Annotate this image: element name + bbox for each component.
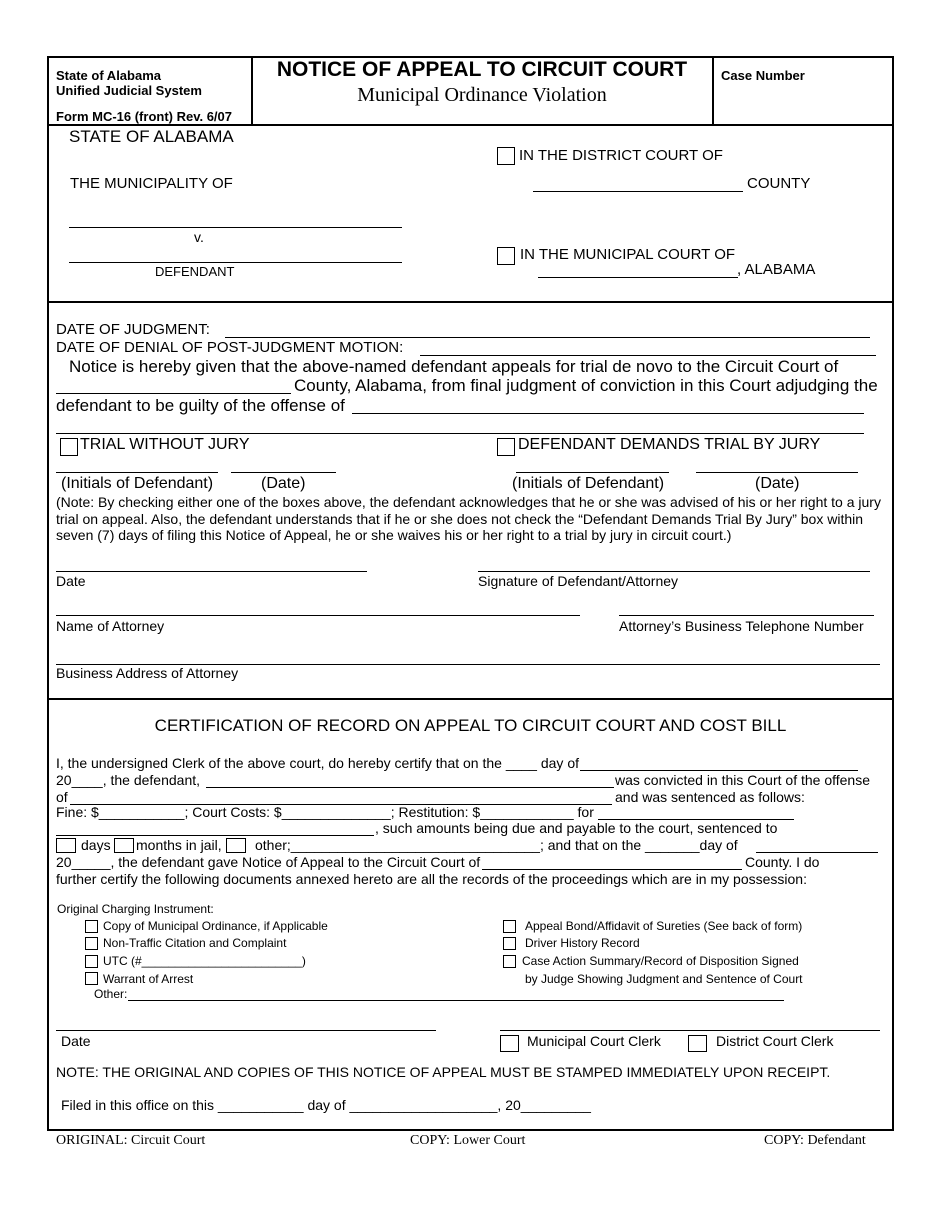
- county-line[interactable]: [533, 191, 743, 192]
- cert-line-5: , such amounts being due and payable to the court, sentenced to: [375, 820, 778, 836]
- date-label: Date: [56, 573, 86, 589]
- page-title: NOTICE OF APPEAL TO CIRCUIT COURT: [276, 58, 688, 81]
- date-line-left[interactable]: [231, 472, 336, 473]
- trial-without-jury-checkbox[interactable]: [60, 438, 78, 456]
- doc-checkbox[interactable]: [503, 920, 516, 933]
- denial-date-label: DATE OF DENIAL OF POST-JUDGMENT MOTION:: [56, 339, 404, 356]
- defendant-name-line[interactable]: [206, 787, 614, 788]
- clerk-date-label: Date: [61, 1033, 91, 1049]
- municipality-line[interactable]: [69, 227, 402, 228]
- section-rule: [47, 698, 894, 700]
- footer-copy-defendant: COPY: Defendant: [764, 1133, 866, 1148]
- days-label: days: [81, 837, 111, 853]
- initials-line-right[interactable]: [516, 472, 669, 473]
- doc-label: Driver History Record: [525, 936, 640, 950]
- form-number: Form MC-16 (front) Rev. 6/07: [56, 109, 233, 124]
- clerk-signature-line[interactable]: [500, 1030, 880, 1031]
- defendant-label: DEFENDANT: [155, 264, 235, 279]
- attorney-address-label: Business Address of Attorney: [56, 665, 239, 681]
- appeal-county-line[interactable]: [482, 869, 742, 870]
- attorney-name-line[interactable]: [56, 615, 580, 616]
- defendant-line[interactable]: [69, 262, 402, 263]
- municipality-label: THE MUNICIPALITY OF: [70, 175, 233, 192]
- doc-checkbox[interactable]: [503, 955, 516, 968]
- other-docs-line[interactable]: [128, 1000, 784, 1001]
- state-of-alabama: STATE OF ALABAMA: [69, 127, 234, 146]
- cert-line-1: I, the undersigned Clerk of the above court, do hereby certify that on the ____ day of: [56, 755, 579, 771]
- note-line-3: seven (7) days of filing this Notice of Appeal, he or she waives his or her right to a trial by jury in circuit court.): [56, 527, 732, 543]
- circuit-county-line[interactable]: [56, 393, 291, 394]
- trial-by-jury-checkbox[interactable]: [497, 438, 515, 456]
- certification-title: CERTIFICATION OF RECORD ON APPEAL TO CIRCUIT COURT AND COST BILL: [154, 716, 787, 735]
- months-checkbox[interactable]: [114, 838, 134, 853]
- section-rule: [47, 301, 894, 303]
- doc-label: Case Action Summary/Record of Disposition Signed: [522, 954, 799, 968]
- original-instrument-label: Original Charging Instrument:: [57, 902, 214, 916]
- filed-line: Filed in this office on this ___________ day of ___________________, 20_________: [61, 1097, 591, 1113]
- cert-line-3b: and was sentenced as follows:: [615, 789, 805, 805]
- trial-without-jury-label: TRIAL WITHOUT JURY: [80, 436, 250, 453]
- cert-line-4: Fine: $___________; Court Costs: $______________; Restitution: $____________ for: [56, 804, 594, 820]
- date-of-judgment-line[interactable]: [225, 337, 870, 338]
- date-of-judgment-label: DATE OF JUDGMENT:: [56, 321, 210, 338]
- cert-line-2b: was convicted in this Court of the offense: [615, 772, 870, 788]
- date-label-left: (Date): [261, 475, 306, 492]
- alabama-label: , ALABAMA: [737, 261, 816, 278]
- cert-line-7: 20_____, the defendant gave Notice of Appeal to the Circuit Court of: [56, 854, 481, 870]
- form-border: [47, 56, 894, 1131]
- district-court-checkbox[interactable]: [497, 147, 515, 165]
- cert-line-2: 20____, the defendant,: [56, 772, 201, 788]
- notice-text-2: County, Alabama, from final judgment of conviction in this Court adjudging the: [294, 376, 878, 395]
- offense-line[interactable]: [352, 413, 864, 414]
- doc-label: Appeal Bond/Affidavit of Sureties (See back of form): [525, 919, 803, 933]
- doc-label: Warrant of Arrest: [103, 972, 194, 986]
- versus-label: v.: [194, 229, 204, 245]
- offense-line-2[interactable]: [56, 433, 864, 434]
- footer-original: ORIGINAL: Circuit Court: [56, 1133, 206, 1148]
- attorney-phone-line[interactable]: [619, 615, 874, 616]
- cert-line-7b: County. I do: [745, 854, 820, 870]
- municipal-clerk-label: Municipal Court Clerk: [527, 1033, 661, 1049]
- municipal-court-checkbox[interactable]: [497, 247, 515, 265]
- signature-line[interactable]: [478, 571, 870, 572]
- other-label: other;________________________________; and that on the _______day of: [255, 837, 738, 853]
- initials-label-right: (Initials of Defendant): [512, 475, 665, 492]
- cert-month-line[interactable]: [580, 770, 858, 771]
- date-line-right[interactable]: [696, 472, 858, 473]
- cert-line-3: of: [56, 789, 68, 805]
- other-checkbox[interactable]: [226, 838, 246, 853]
- district-clerk-label: District Court Clerk: [716, 1033, 834, 1049]
- state-label: State of Alabama: [56, 68, 161, 83]
- doc-label: Copy of Municipal Ordinance, if Applicable: [103, 919, 328, 933]
- trial-by-jury-label: DEFENDANT DEMANDS TRIAL BY JURY: [518, 436, 821, 453]
- county-label: COUNTY: [747, 175, 811, 192]
- page-subtitle: Municipal Ordinance Violation: [357, 84, 607, 106]
- date-signature-line[interactable]: [56, 571, 367, 572]
- district-clerk-checkbox[interactable]: [688, 1035, 707, 1052]
- days-checkbox[interactable]: [56, 838, 76, 853]
- initials-label-left: (Initials of Defendant): [61, 475, 214, 492]
- cert-line-8: further certify the following documents annexed hereto are all the records of the proceedings which are in my possession:: [56, 871, 807, 887]
- initials-line-left[interactable]: [56, 472, 218, 473]
- doc-checkbox[interactable]: [85, 920, 98, 933]
- signature-label: Signature of Defendant/Attorney: [478, 573, 679, 589]
- case-number-label: Case Number: [721, 68, 805, 83]
- date-label-right: (Date): [755, 475, 800, 492]
- months-label: months in jail,: [136, 837, 222, 853]
- system-label: Unified Judicial System: [56, 83, 202, 98]
- doc-label: Non-Traffic Citation and Complaint: [103, 936, 287, 950]
- note-line-1: (Note: By checking either one of the boxes above, the defendant acknowledges that he or she was advised of his or her right to a jury: [56, 494, 881, 510]
- attorney-phone-label: Attorney’s Business Telephone Number: [619, 618, 864, 634]
- note-line-2: trial on appeal. Also, the defendant understands that if he or she does not check the “Defendant Demands Trial By Jury” box within: [56, 511, 864, 527]
- stamp-note: NOTE: THE ORIGINAL AND COPIES OF THIS NOTICE OF APPEAL MUST BE STAMPED IMMEDIATELY UPON RECEIPT.: [56, 1064, 831, 1080]
- notice-text-3: defendant to be guilty of the offense of: [56, 396, 345, 415]
- appeal-month-line[interactable]: [756, 852, 878, 853]
- header-bottom-rule: [47, 124, 894, 126]
- notice-text-1: Notice is hereby given that the above-named defendant appeals for trial de novo to the Circuit Court of: [69, 357, 839, 376]
- municipal-court-line[interactable]: [538, 277, 738, 278]
- doc-checkbox[interactable]: [85, 937, 98, 950]
- district-court-label: IN THE DISTRICT COURT OF: [519, 147, 723, 164]
- doc-checkbox[interactable]: [85, 972, 98, 985]
- header-divider: [712, 57, 714, 126]
- doc-label: UTC (#________________________): [103, 954, 306, 968]
- doc-label-cont: by Judge Showing Judgment and Sentence of Court: [525, 972, 803, 986]
- footer-copy-lower: COPY: Lower Court: [410, 1133, 526, 1148]
- attorney-name-label: Name of Attorney: [56, 618, 165, 634]
- denial-date-line[interactable]: [420, 355, 876, 356]
- municipal-clerk-checkbox[interactable]: [500, 1035, 519, 1052]
- doc-checkbox[interactable]: [503, 937, 516, 950]
- doc-checkbox[interactable]: [85, 955, 98, 968]
- sentence-line[interactable]: [56, 835, 374, 836]
- clerk-date-line[interactable]: [56, 1030, 436, 1031]
- other-docs-label: Other:: [94, 987, 128, 1001]
- municipal-court-label: IN THE MUNICIPAL COURT OF: [520, 246, 736, 263]
